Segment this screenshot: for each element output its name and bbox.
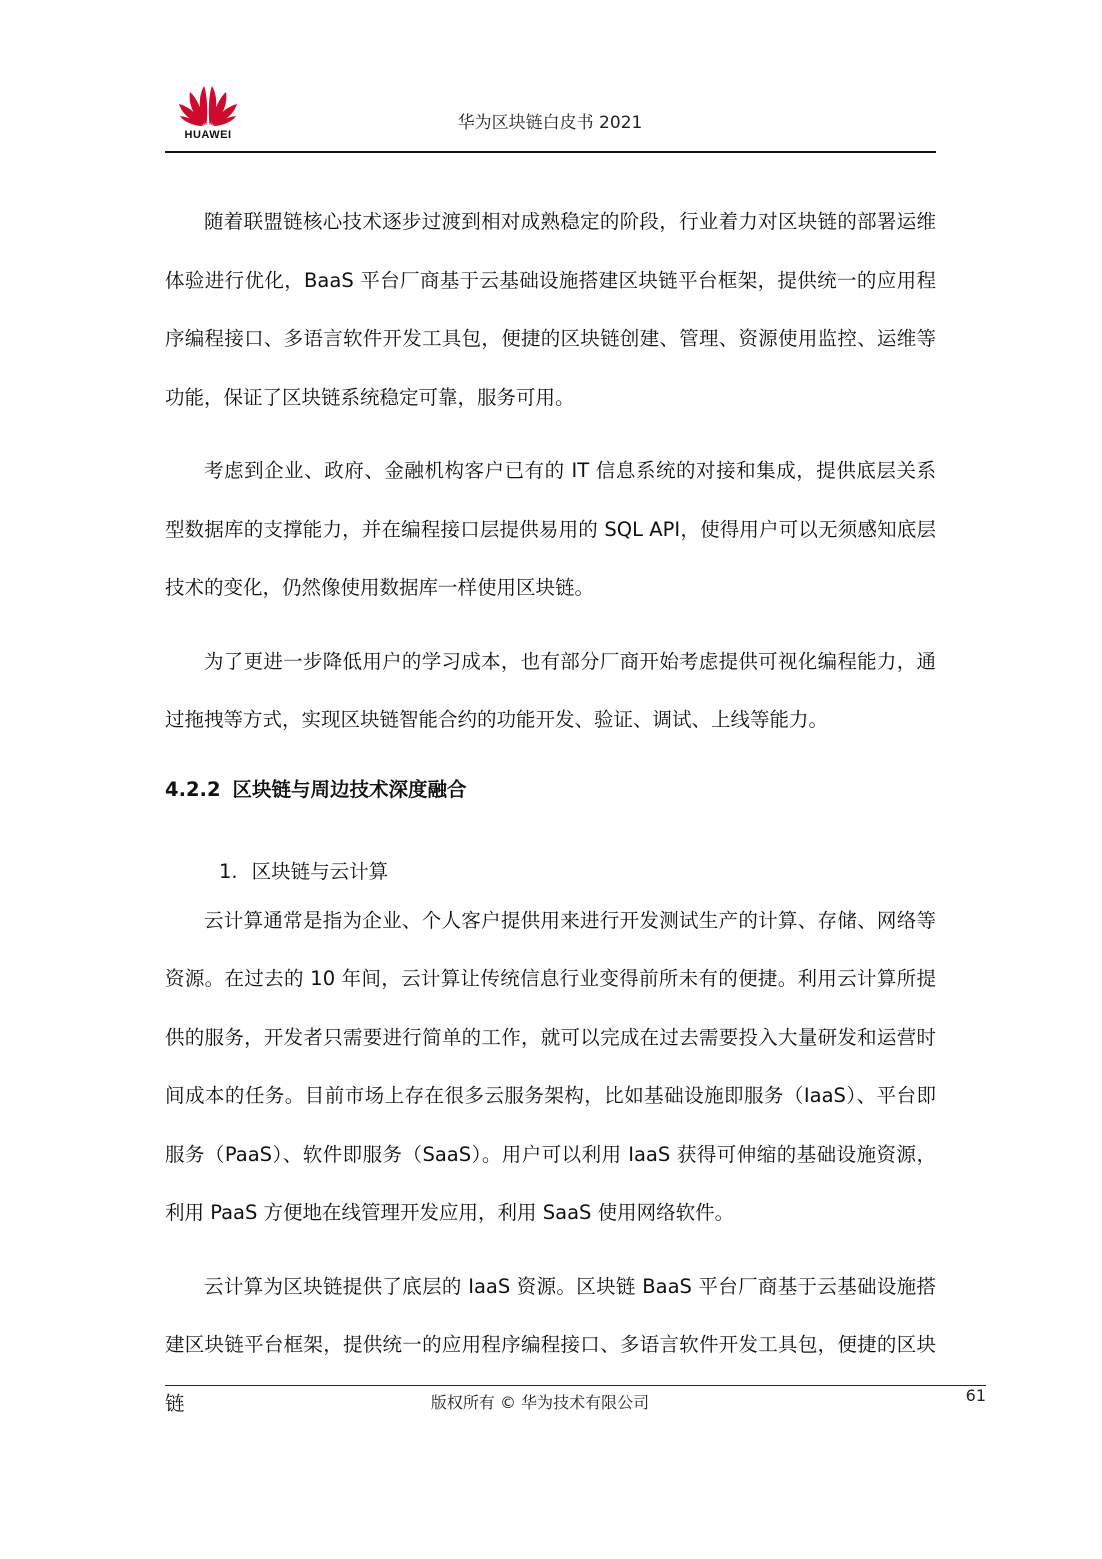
section-title: 区块链与周边技术深度融合 — [232, 777, 467, 801]
paragraph-3: 为了更进一步降低用户的学习成本，也有部分厂商开始考虑提供可视化编程能力，通过拖拽等方式，实现区块链智能合约的功能开发、验证、调试、上线等能力。 — [165, 649, 936, 731]
list-number: 1. — [219, 859, 238, 883]
huawei-flower-icon — [178, 84, 238, 126]
paragraph-4: 云计算通常是指为企业、个人客户提供用来进行开发测试生产的计算、存储、网络等资源。在过去的 10 年间，云计算让传统信息行业变得前所未有的便捷。利用云计算所提供的服务，开发者只需要进行简单的工作，就可以完成在过去需要投入大量研发和运营时间成本的任务。目前市场上存在很多云服务架构，比如基础设施即服务（IaaS）、平台即服务（PaaS）、软件即服务（SaaS）。用户可以利用 IaaS 获得可伸缩的基础设施资源，利用 PaaS 方便地在线管理开发应用，利用 SaaS 使用网络软件。 — [165, 908, 936, 1224]
header-divider — [165, 151, 936, 153]
page-content — [165, 193, 936, 1448]
logo-text: HUAWEI — [184, 129, 232, 141]
huawei-logo — [172, 84, 244, 144]
section-heading — [165, 770, 936, 810]
paragraph-2: 考虑到企业、政府、金融机构客户已有的 IT 信息系统的对接和集成，提供底层关系型数据库的支撑能力，并在编程接口层提供易用的 SQL API，使得用户可以无须感知底层技术的变化，仍然像使用数据库一样使用区块链。 — [165, 459, 936, 599]
list-item-1 — [165, 852, 936, 892]
list-text: 区块链与云计算 — [251, 859, 389, 883]
paragraph-1: 随着联盟链核心技术逐步过渡到相对成熟稳定的阶段，行业着力对区块链的部署运维体验进行优化，BaaS 平台厂商基于云基础设施搭建区块链平台框架，提供统一的应用程序编程接口、多语言软件开发工具包，便捷的区块链创建、管理、资源使用监控、运维等功能，保证了区块链系统稳定可靠，服务可用。 — [165, 210, 936, 409]
page-number: 61 — [965, 1386, 986, 1405]
paragraph-5: 云计算为区块链提供了底层的 IaaS 资源。区块链 BaaS 平台厂商基于云基础设施搭建区块链平台框架，提供统一的应用程序编程接口、多语言软件开发工具包，便捷的区块链 — [165, 1274, 936, 1415]
document-header-title: 华为区块链白皮书 2021 — [457, 113, 643, 133]
footer-divider — [165, 1385, 986, 1386]
footer-copyright: 版权所有 © 华为技术有限公司 — [430, 1393, 650, 1412]
section-number: 4.2.2 — [165, 777, 221, 801]
